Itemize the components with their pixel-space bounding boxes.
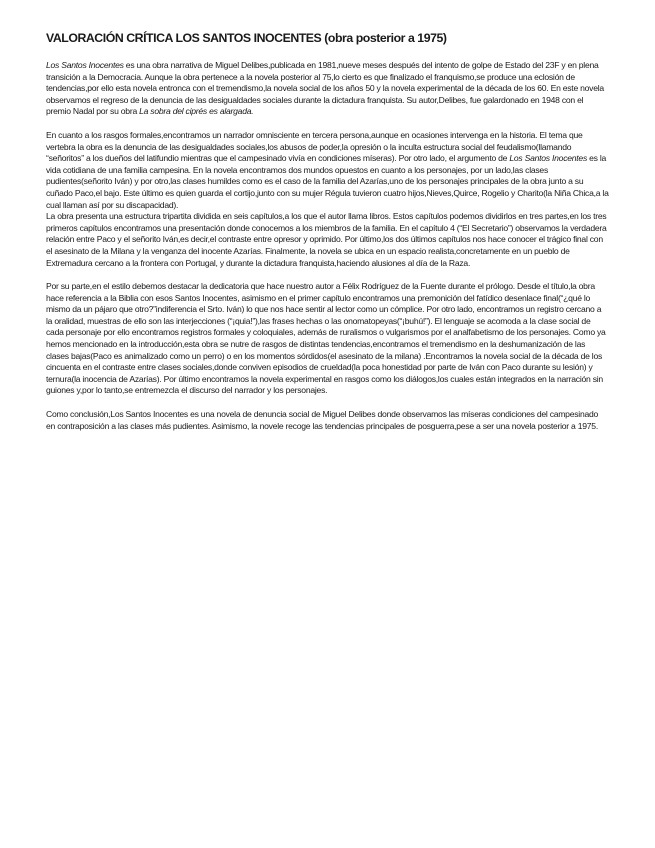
paragraph-conclusion: Como conclusión,Los Santos Inocentes es una novela de denuncia social de Miguel Delibes donde observamos las míseras condiciones del campesinado en contraposición a las clases más pudientes. Asimismo, la novele recoge las tendencias principales de posguerra,pese a ser una novela posterior a 1975. bbox=[46, 409, 599, 431]
italic-work-title: La sobra del ciprés es alargada. bbox=[139, 106, 254, 117]
paragraph-text: es una obra narrativa de Miguel Delibes,publicada en 1981,nueve meses después del intento de golpe de Estado del 23F y en plena transición a la Democracia. Aunque la obra pertenece a la novela posterior al 75,lo cierto es que finalizado el franquismo,se produce una eclosión de tendencias,por ello esta novela entronca con el tremendismo,la novela social de los años 50 y la novela experimental de la década de los 60. En este novela observamos el regreso de la denuncia de las desigualdades sociales durante la dictadura franquista. Su autor,Delibes, fue galardonado en 1948 con el premio Nadal por su obra bbox=[46, 60, 604, 117]
paragraph-text: En cuanto a los rasgos formales,encontramos un narrador omnisciente en tercera persona,aunque en ocasiones intervenga en la historia. El tema que vertebra la obra es la denuncia de las desigualdades sociales,los abusos de poder,la opresión o la inculta estructura social del feudalismo(llamando “señoritos” a los dueños del latifundio mientras que el campesinado vivía en condiciones míseras). Por otro lado, el argumento de bbox=[46, 129, 583, 164]
paragraph-style: Por su parte,en el estilo debemos destacar la dedicatoria que hace nuestro autor a Félix Rodríguez de la Fuente durante el prólogo. Desde el título,la obra hace referencia a la Biblia con esos Santos Inocentes, asimismo en el primer capítulo encontramos una premonición del fatídico desenlace final(“¿qué lo mismo da un pájaro que otro?”indiferencia el Srto. Iván) lo que nos hace sentir al lector como un cómplice. Por otro lado, encontramos un registro cercano a la oralidad, muestras de ello son las interjecciones (“¡quia!”),las frases hechas o las onomatopeyas(“¡buhú!”). El lenguaje se acomoda a la clase social de cada personaje por ello encontramos registros formales y coloquiales, además de ruralismos o vulgarismos por el analfabetismo de los personajes. Como ya hemos mencionado en la introducción,esta obra se nutre de rasgos de distintas tendencias,encontramos el tremendismo en la deshumanización de las clases bajas(Paco es animalizado como un perro) o en los momentos sórdidos(el asesinato de la milana) .Encontramos la novela social de la década de los cincuenta en el contraste entre clases sociales,donde conviven episodios de crueldad(la poca honestidad por parte de Iván con Paco durante su lesión) y ternura(la inocencia de Azarías). Por último encontramos la novela experimental en rasgos como los diálogos,los cuales están integrados en la narración sin guiones y,por lo tanto,se entremezcla el discurso del narrador y los personajes. bbox=[46, 281, 606, 396]
paragraph-text: es la vida cotidiana de una familia campesina. En la novela encontramos dos mundos opuestos en cuanto a los personajes, por un lado,las clases pudientes(señorito Iván) y por otro,las clases humildes como es el caso de la familia del Azarías,uno de los personajes principales de la obra junto a su cuñado Paco,el bajo. Este último es quien guarda el cortijo,junto con su mujer Régula tuvieron cuatro hijos,Nieves,Quirce, Rogelio y Charito(la Niña Chica,a la cual llaman así por su discapacidad). bbox=[46, 153, 609, 210]
paragraph-structure: La obra presenta una estructura tripartita dividida en seis capítulos,a los que el autor llama libros. Estos capítulos podemos dividirlos en tres partes,en los tres primeros capítulos encontramos una presentación donde conocemos a los miembros de la familia. En el capítulo 4 (“El Secretario”) observamos la verdadera relación entre Paco y el señorito Iván,es decir,el contraste entre opresor y oprimido. Por último,los dos últimos capítulos nos hace conocer el trágico final con el asesinato de la Milana y la venganza del inocente Azarías. Finalmente, la novela se ubica en un espacio realista,concretamente en un pueblo de Extremadura cercano a la frontera con Portugal, y durante la dictadura franquista,haciendo alusiones al día de la Raza. bbox=[46, 211, 607, 268]
italic-book-title: Los Santos Inocentes bbox=[46, 60, 124, 70]
paragraph-formal-features bbox=[46, 130, 609, 211]
italic-book-title: Los Santos Inocentes bbox=[509, 153, 588, 164]
paragraph-introduction bbox=[46, 60, 609, 118]
document-title: VALORACIÓN CRÍTICA LOS SANTOS INOCENTES (obra posterior a 1975) bbox=[46, 31, 447, 45]
